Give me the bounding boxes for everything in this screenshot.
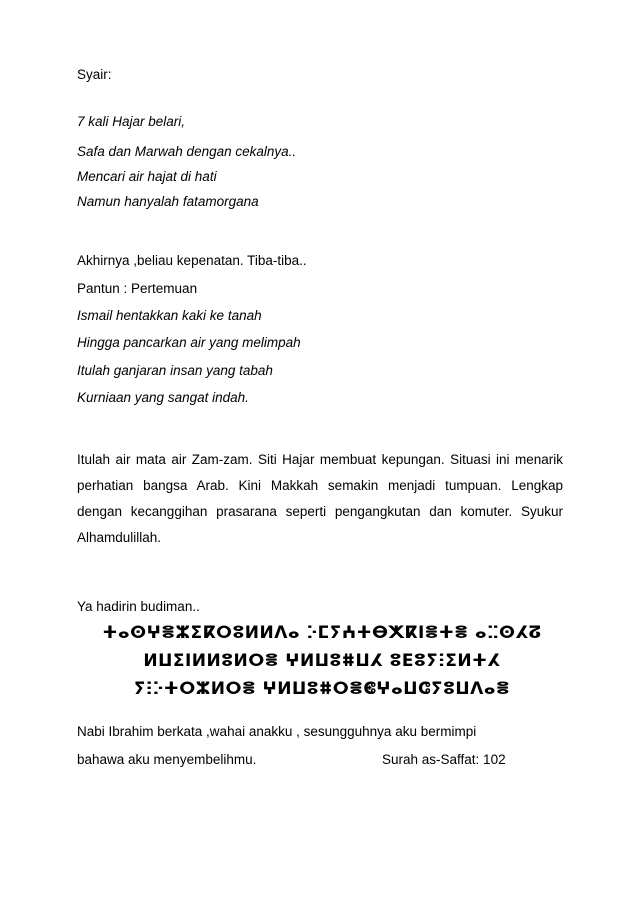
syair-line: Namun hanyalah fatamorgana (77, 194, 259, 209)
ayah-line: ⵍⵡⵉⵏⵍⵍⵓⵍⵔⴻ ⵖⵍⵡⵓⵌⵡⵃ ⵓⴹⵓⵢⵗⵉⵍⵜⵃ (143, 651, 501, 671)
akhirnya-line: Akhirnya ,beliau kepenatan. Tiba-tiba.. (77, 253, 307, 268)
syair-line: Safa dan Marwah dengan cekalnya.. (77, 144, 297, 159)
surah-reference: Surah as-Saffat: 102 (382, 752, 506, 767)
ayah-line: ⵜⴰⵙⵖⴻⵣⵉⴽⵔⵓⵍⵍⴷⴰ ⴾⵎⵢⵄⵜⴱⵅⴽⵏⴻⵜⴻ ⴰⵆⵙⵃⵒ (102, 623, 542, 643)
syair-line: 7 kali Hajar belari, (77, 114, 186, 129)
greeting-line: Ya hadirin budiman.. (77, 599, 200, 614)
heading-syair: Syair: (77, 67, 112, 82)
body-paragraph: Itulah air mata air Zam-zam. Siti Hajar membuat kepungan. Situasi ini menarik perhatian bangsa Arab. Kini Makkah semakin menjadi tumpuan. Lengkap dengan kecanggihan prasarana seperti pengangkutan dan komuter. Syukur Alhamdulillah. (77, 452, 563, 545)
pantun-line: Ismail hentakkan kaki ke tanah (77, 308, 262, 323)
pantun-line: Itulah ganjaran insan yang tabah (77, 363, 273, 378)
translation-line: bahawa aku menyembelihmu. (77, 752, 257, 767)
pantun-label: Pantun : Pertemuan (77, 281, 198, 296)
pantun-line: Hingga pancarkan air yang melimpah (77, 335, 301, 350)
translation-line: Nabi Ibrahim berkata ,wahai anakku , sesungguhnya aku bermimpi (77, 724, 477, 739)
syair-line: Mencari air hajat di hati (77, 169, 217, 184)
pantun-line: Kurniaan yang sangat indah. (77, 390, 249, 405)
ayah-line: ⵢⵗⴾⵜⵔⵣⵍⵔⴻ ⵖⵍⵡⵓⵌⵔⴻⵞⵖⴰⵡⵛⵢⵓⵡⴷⴰⴻ (133, 679, 511, 699)
